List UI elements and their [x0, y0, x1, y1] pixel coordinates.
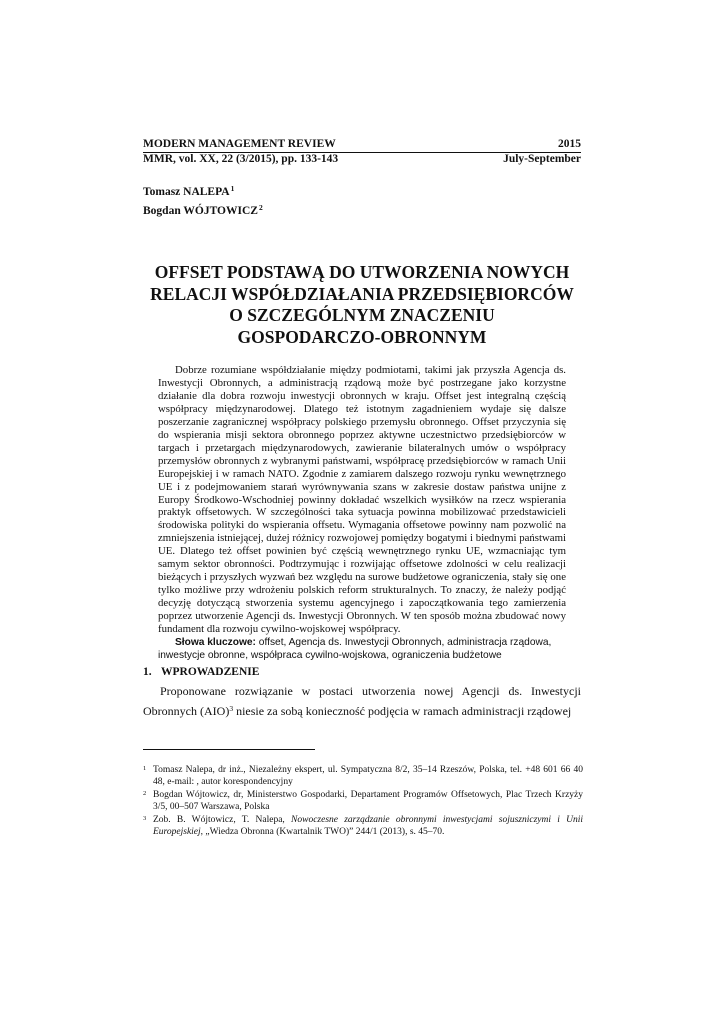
- footnote-mark: 1: [143, 765, 147, 772]
- abstract-text: Dobrze rozumiane współdziałanie między podmiotami, takimi jak przyszła Agencja ds. Inwestycji Obronnych, a administracją rządową może być postrzegane jako korzystne działanie dla dobra rozwoju inwestycji obronnych w kraju. Offset jest integralną częścią współpracy międzynarodowej. Dlatego też istotnym zagadnieniem wydaje się dalsze poszerzanie zagranicznej współpracy polskiego przemysłu obronnego. Offset przyczynia się do wspierania misji sektora obronnego poprzez aktywne uczestnictwo przedsiębiorców w targach i przetargach międzynarodowych, zawieranie bilateralnych umów o współpracy przemysłów obronnych z wybranymi państwami, współpracę przedsiębiorców w ramach Unii Europejskiej i w ramach NATO. Zgodnie z zamiarem dalszego rozwoju rynku wewnętrznego UE i z podejmowaniem starań wyrównywania szans w zakresie dostaw państwa unijne z Europy Środkowo-Wschodniej powinny dokładać wszelkich wysiłków na rzecz wspierania praktyk offsetowych. W szczególności taka sytuacja powinna mobilizować przedstawicieli środowiska polityki do wspierania offsetu. Wymagania offsetowe powinny nam pozwolić na zmniejszenia istniejącej, dużej różnicy rozwojowej pomiędzy bogatymi i biednymi państwami UE. Dlatego też offset powinien być częścią wewnętrznego rynku UE, wzmacniając tym samym sektor obronności. Podtrzymując i rozwijając offsetowe zdolności w celu realizacji bieżących i przyszłych wyzwań bez względu na surowe budżetowe ograniczenia, stały się one tylko możliwe przy wdrożeniu polskich reform strukturalnych. To znaczy, że należy podjąć decyzję dotyczącą stworzenia systemu agencyjnego i zapoczątkowania tego zamierzenia poprzez utworzenie Agencji ds. Inwestycji Obronnych. W ten sposób można zbudować nowy fundament dla rozwoju cywilno-wojskowej współpracy.: [158, 364, 566, 636]
- section-number: 1.: [143, 666, 152, 678]
- section-title: WPROWADZENIE: [161, 666, 260, 678]
- footnote: [143, 765, 583, 788]
- paper-title: [143, 262, 581, 348]
- footnote: [143, 790, 583, 813]
- section-heading: [143, 666, 259, 678]
- keywords: [158, 636, 566, 662]
- keywords-text: offset, Agencja ds. Inwestycji Obronnych, administracja rządowa, inwestycje obronne, współpraca cywilno-wojskowa, ograniczenia budżetowe: [158, 637, 552, 662]
- paragraph: Proponowane rozwiązanie w postaci utworzenia nowej Agencji ds. Inwestycji Obronnych (AIO)$^3$ niesie za sobą konieczność podjęcia w ramach administracji rządowej: [143, 684, 581, 718]
- footnote-ref[interactable]: 2: [258, 203, 263, 212]
- cited-title: Nowoczesne zarządzanie obronnymi inwestycjami sojuszniczymi i Unii Europejskiej: [153, 815, 583, 837]
- citation-line: [143, 153, 581, 167]
- footnote-divider: [143, 749, 315, 750]
- footnote-ref[interactable]: 1: [230, 184, 235, 193]
- footnote-text: Tomasz Nalepa, dr inż., Niezależny ekspert, ul. Sympatyczna 8/2, 35–14 Rzeszów, Polska, tel. +48 601 66 40 48, e-mail: , autor korespondencyjny: [153, 765, 583, 787]
- footnotes: [143, 765, 583, 840]
- abstract: [158, 364, 566, 662]
- title-line: OFFSET PODSTAWĄ DO UTWORZENIA NOWYCH: [154, 262, 570, 282]
- author: Bogdan WÓJTOWICZ$^2$: [143, 203, 263, 217]
- issue-period: July-September: [503, 153, 581, 165]
- footnote-mark: 2: [143, 790, 147, 797]
- footnote-text: Zob. B. Wójtowicz, T. Nalepa, Nowoczesne zarządzanie obronnymi inwestycjami sojuszniczymi i Unii Europejskiej, „Wiedza Obronna (Kwartalnik TWO)” 244/1 (2013), s. 45–70.: [153, 815, 583, 837]
- footnote: [143, 815, 583, 838]
- title-line: GOSPODARCZO-OBRONNYM: [237, 326, 487, 347]
- footnote-text: Bogdan Wójtowicz, dr, Ministerstwo Gospodarki, Departament Programów Offsetowych, Plac Trzech Krzyży 3/5, 00–507 Warszawa, Polska: [153, 790, 583, 812]
- keywords-label: Słowa kluczowe:: [175, 637, 256, 649]
- journal-name: MODERN MANAGEMENT REVIEW: [143, 138, 336, 150]
- title-line: O SZCZEGÓLNYM ZNACZENIU: [229, 305, 495, 326]
- author: Tomasz NALEPA$^1$: [143, 184, 235, 198]
- citation: MMR, vol. XX, 22 (3/2015), pp. 133-143: [143, 153, 339, 165]
- journal-year: 2015: [558, 138, 581, 150]
- footnote-ref[interactable]: 3: [229, 704, 234, 713]
- journal-header: [143, 138, 581, 153]
- title-line: RELACJI WSPÓŁDZIAŁANIA PRZEDSIĘBIORCÓW: [150, 283, 574, 304]
- footnote-mark: 3: [143, 815, 147, 822]
- author-list: [143, 181, 263, 219]
- body-text: [143, 683, 581, 720]
